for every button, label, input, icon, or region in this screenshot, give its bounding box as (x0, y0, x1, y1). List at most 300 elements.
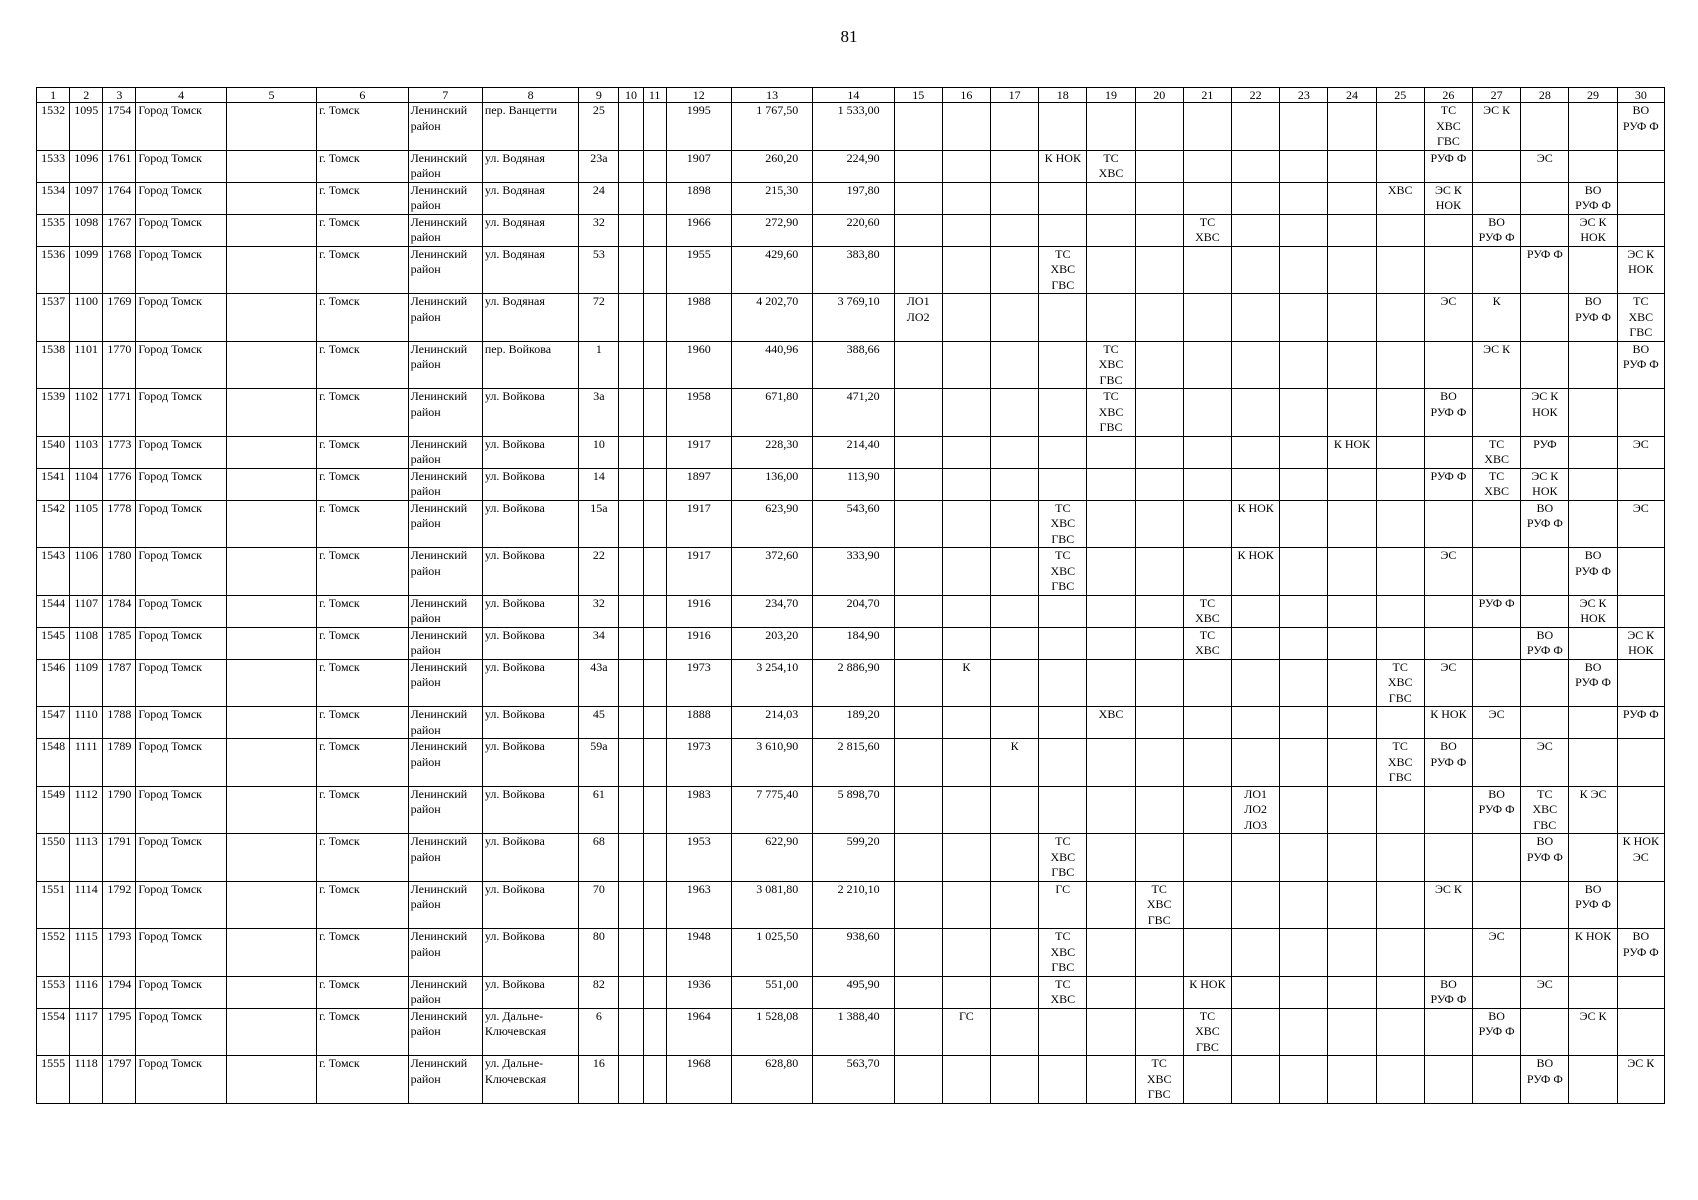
cell-col-27 (1473, 1056, 1521, 1104)
cell-col-4: Город Томск (136, 182, 226, 214)
cell-col-28: РУФ (1521, 436, 1569, 468)
cell-col-12: 1917 (666, 500, 731, 548)
cell-col-12: 1948 (666, 929, 731, 977)
cell-col-4: Город Томск (136, 707, 226, 739)
cell-col-11 (643, 659, 666, 707)
cell-col-11 (643, 881, 666, 929)
cell-col-19 (1087, 739, 1135, 787)
cell-col-3: 1754 (103, 103, 136, 151)
cell-col-17 (991, 707, 1039, 739)
cell-col-1: 1555 (37, 1056, 70, 1104)
cell-col-1: 1538 (37, 341, 70, 389)
cell-col-20 (1135, 500, 1183, 548)
cell-col-1: 1547 (37, 707, 70, 739)
cell-col-18 (1039, 1008, 1087, 1056)
cell-col-24 (1328, 881, 1376, 929)
cell-col-4: Город Томск (136, 1008, 226, 1056)
cell-col-13: 1 025,50 (731, 929, 812, 977)
cell-col-1: 1554 (37, 1008, 70, 1056)
cell-col-27 (1473, 659, 1521, 707)
cell-col-23 (1280, 548, 1328, 596)
cell-col-1: 1536 (37, 246, 70, 294)
cell-col-6: г. Томск (317, 707, 408, 739)
cell-col-23 (1280, 150, 1328, 182)
cell-col-14: 2 886,90 (813, 659, 894, 707)
cell-col-5 (226, 786, 316, 834)
cell-col-28: ВО РУФ Ф (1521, 500, 1569, 548)
cell-col-19 (1087, 468, 1135, 500)
cell-col-14: 113,90 (813, 468, 894, 500)
cell-col-20 (1135, 595, 1183, 627)
cell-col-13: 260,20 (731, 150, 812, 182)
cell-col-5 (226, 976, 316, 1008)
column-header-16: 16 (942, 88, 990, 103)
cell-col-10 (619, 659, 643, 707)
cell-col-7: Ленинский район (408, 341, 482, 389)
cell-col-9: 15а (579, 500, 619, 548)
cell-col-3: 1790 (103, 786, 136, 834)
cell-col-19 (1087, 595, 1135, 627)
cell-col-11 (643, 739, 666, 787)
cell-col-6: г. Томск (317, 786, 408, 834)
column-header-28: 28 (1521, 88, 1569, 103)
cell-col-11 (643, 182, 666, 214)
table-row (37, 834, 1665, 882)
cell-col-26 (1424, 1008, 1472, 1056)
cell-col-27: ВО РУФ Ф (1473, 214, 1521, 246)
cell-col-21 (1183, 341, 1231, 389)
cell-col-22 (1232, 468, 1280, 500)
cell-col-2: 1109 (70, 659, 103, 707)
cell-col-2: 1104 (70, 468, 103, 500)
cell-col-19 (1087, 214, 1135, 246)
cell-col-15 (894, 214, 942, 246)
cell-col-10 (619, 786, 643, 834)
cell-col-24 (1328, 468, 1376, 500)
column-header-22: 22 (1232, 88, 1280, 103)
cell-col-20 (1135, 341, 1183, 389)
cell-col-21 (1183, 294, 1231, 342)
table-row (37, 150, 1665, 182)
cell-col-24 (1328, 150, 1376, 182)
cell-col-9: 6 (579, 1008, 619, 1056)
cell-col-15 (894, 707, 942, 739)
cell-col-30 (1617, 1008, 1664, 1056)
cell-col-21 (1183, 182, 1231, 214)
cell-col-18 (1039, 294, 1087, 342)
cell-col-9: 72 (579, 294, 619, 342)
cell-col-14: 938,60 (813, 929, 894, 977)
cell-col-3: 1767 (103, 214, 136, 246)
cell-col-28: ЭС (1521, 739, 1569, 787)
cell-col-20 (1135, 929, 1183, 977)
cell-col-19 (1087, 1008, 1135, 1056)
cell-col-28 (1521, 1008, 1569, 1056)
cell-col-8: ул. Войкова (482, 929, 578, 977)
cell-col-4: Город Томск (136, 739, 226, 787)
cell-col-13: 622,90 (731, 834, 812, 882)
cell-col-1: 1541 (37, 468, 70, 500)
cell-col-29: ВО РУФ Ф (1569, 294, 1617, 342)
cell-col-21 (1183, 834, 1231, 882)
cell-col-22 (1232, 436, 1280, 468)
cell-col-15 (894, 150, 942, 182)
cell-col-26 (1424, 1056, 1472, 1104)
cell-col-11 (643, 103, 666, 151)
cell-col-19 (1087, 881, 1135, 929)
cell-col-28 (1521, 659, 1569, 707)
cell-col-6: г. Томск (317, 1056, 408, 1104)
cell-col-25 (1376, 595, 1424, 627)
cell-col-4: Город Томск (136, 294, 226, 342)
cell-col-14: 563,70 (813, 1056, 894, 1104)
cell-col-26: ЭС (1424, 659, 1472, 707)
table-row (37, 1056, 1665, 1104)
cell-col-16 (942, 389, 990, 437)
cell-col-7: Ленинский район (408, 150, 482, 182)
cell-col-25 (1376, 1008, 1424, 1056)
cell-col-10 (619, 103, 643, 151)
cell-col-20 (1135, 548, 1183, 596)
cell-col-3: 1778 (103, 500, 136, 548)
cell-col-21 (1183, 389, 1231, 437)
cell-col-18 (1039, 468, 1087, 500)
cell-col-18 (1039, 341, 1087, 389)
cell-col-8: ул. Войкова (482, 500, 578, 548)
cell-col-30 (1617, 786, 1664, 834)
cell-col-5 (226, 707, 316, 739)
cell-col-11 (643, 246, 666, 294)
cell-col-23 (1280, 786, 1328, 834)
cell-col-11 (643, 389, 666, 437)
cell-col-1: 1545 (37, 627, 70, 659)
cell-col-26: ВО РУФ Ф (1424, 389, 1472, 437)
cell-col-2: 1097 (70, 182, 103, 214)
cell-col-19: ТС ХВС (1087, 150, 1135, 182)
cell-col-22 (1232, 929, 1280, 977)
cell-col-12: 1888 (666, 707, 731, 739)
cell-col-18 (1039, 627, 1087, 659)
cell-col-12: 1983 (666, 786, 731, 834)
column-header-7: 7 (408, 88, 482, 103)
cell-col-23 (1280, 834, 1328, 882)
cell-col-8: ул. Войкова (482, 707, 578, 739)
cell-col-10 (619, 468, 643, 500)
cell-col-20 (1135, 246, 1183, 294)
cell-col-10 (619, 834, 643, 882)
cell-col-14: 388,66 (813, 341, 894, 389)
cell-col-26: ЭС (1424, 294, 1472, 342)
cell-col-1: 1542 (37, 500, 70, 548)
cell-col-17 (991, 103, 1039, 151)
cell-col-12: 1916 (666, 627, 731, 659)
cell-col-7: Ленинский район (408, 786, 482, 834)
cell-col-7: Ленинский район (408, 929, 482, 977)
cell-col-19 (1087, 976, 1135, 1008)
cell-col-1: 1551 (37, 881, 70, 929)
cell-col-28: ВО РУФ Ф (1521, 1056, 1569, 1104)
cell-col-9: 34 (579, 627, 619, 659)
cell-col-24 (1328, 389, 1376, 437)
cell-col-5 (226, 246, 316, 294)
cell-col-13: 228,30 (731, 436, 812, 468)
cell-col-15 (894, 436, 942, 468)
cell-col-15 (894, 500, 942, 548)
cell-col-13: 429,60 (731, 246, 812, 294)
cell-col-16 (942, 182, 990, 214)
cell-col-23 (1280, 182, 1328, 214)
cell-col-17 (991, 659, 1039, 707)
cell-col-8: ул. Войкова (482, 436, 578, 468)
cell-col-29 (1569, 389, 1617, 437)
cell-col-26 (1424, 246, 1472, 294)
cell-col-23 (1280, 103, 1328, 151)
table-row (37, 548, 1665, 596)
cell-col-19 (1087, 659, 1135, 707)
cell-col-18: ТС ХВС ГВС (1039, 246, 1087, 294)
cell-col-10 (619, 739, 643, 787)
cell-col-13: 671,80 (731, 389, 812, 437)
cell-col-29 (1569, 150, 1617, 182)
cell-col-12: 1907 (666, 150, 731, 182)
cell-col-18 (1039, 595, 1087, 627)
cell-col-16 (942, 214, 990, 246)
cell-col-17 (991, 341, 1039, 389)
cell-col-23 (1280, 627, 1328, 659)
cell-col-15 (894, 1008, 942, 1056)
cell-col-2: 1115 (70, 929, 103, 977)
cell-col-7: Ленинский район (408, 389, 482, 437)
cell-col-1: 1534 (37, 182, 70, 214)
register-table (36, 87, 1665, 1104)
cell-col-30 (1617, 659, 1664, 707)
cell-col-20 (1135, 834, 1183, 882)
table-row (37, 627, 1665, 659)
cell-col-28 (1521, 595, 1569, 627)
cell-col-20 (1135, 103, 1183, 151)
cell-col-17 (991, 436, 1039, 468)
cell-col-27: ЭС (1473, 929, 1521, 977)
cell-col-14: 1 533,00 (813, 103, 894, 151)
column-header-15: 15 (894, 88, 942, 103)
cell-col-11 (643, 786, 666, 834)
cell-col-14: 471,20 (813, 389, 894, 437)
cell-col-1: 1552 (37, 929, 70, 977)
cell-col-10 (619, 595, 643, 627)
cell-col-11 (643, 150, 666, 182)
cell-col-8: ул. Войкова (482, 976, 578, 1008)
cell-col-9: 32 (579, 214, 619, 246)
cell-col-27 (1473, 150, 1521, 182)
cell-col-4: Город Томск (136, 436, 226, 468)
cell-col-12: 1988 (666, 294, 731, 342)
cell-col-23 (1280, 881, 1328, 929)
cell-col-1: 1533 (37, 150, 70, 182)
cell-col-28: ЭС К НОК (1521, 468, 1569, 500)
cell-col-21 (1183, 150, 1231, 182)
cell-col-4: Город Томск (136, 548, 226, 596)
cell-col-20 (1135, 707, 1183, 739)
cell-col-15 (894, 739, 942, 787)
cell-col-14: 1 388,40 (813, 1008, 894, 1056)
cell-col-23 (1280, 1056, 1328, 1104)
cell-col-16 (942, 294, 990, 342)
cell-col-20: ТС ХВС ГВС (1135, 881, 1183, 929)
cell-col-6: г. Томск (317, 246, 408, 294)
cell-col-13: 203,20 (731, 627, 812, 659)
cell-col-29: ВО РУФ Ф (1569, 548, 1617, 596)
table-row (37, 294, 1665, 342)
cell-col-10 (619, 707, 643, 739)
cell-col-9: 25 (579, 103, 619, 151)
cell-col-12: 1897 (666, 468, 731, 500)
cell-col-8: ул. Водяная (482, 150, 578, 182)
cell-col-7: Ленинский район (408, 881, 482, 929)
cell-col-2: 1102 (70, 389, 103, 437)
cell-col-12: 1964 (666, 1008, 731, 1056)
cell-col-19: ХВС (1087, 707, 1135, 739)
cell-col-19 (1087, 627, 1135, 659)
cell-col-15 (894, 182, 942, 214)
table-row (37, 214, 1665, 246)
cell-col-13: 215,30 (731, 182, 812, 214)
cell-col-3: 1768 (103, 246, 136, 294)
cell-col-2: 1108 (70, 627, 103, 659)
cell-col-11 (643, 341, 666, 389)
column-header-18: 18 (1039, 88, 1087, 103)
cell-col-5 (226, 294, 316, 342)
cell-col-23 (1280, 1008, 1328, 1056)
cell-col-29 (1569, 707, 1617, 739)
cell-col-5 (226, 595, 316, 627)
cell-col-26: ЭС К НОК (1424, 182, 1472, 214)
cell-col-24 (1328, 929, 1376, 977)
cell-col-4: Город Томск (136, 341, 226, 389)
cell-col-22 (1232, 341, 1280, 389)
cell-col-17 (991, 1008, 1039, 1056)
cell-col-27: ЭС К (1473, 341, 1521, 389)
cell-col-10 (619, 548, 643, 596)
cell-col-17 (991, 881, 1039, 929)
cell-col-1: 1539 (37, 389, 70, 437)
cell-col-4: Город Томск (136, 389, 226, 437)
cell-col-28 (1521, 341, 1569, 389)
cell-col-30 (1617, 739, 1664, 787)
cell-col-13: 3 081,80 (731, 881, 812, 929)
cell-col-26: ЭС (1424, 548, 1472, 596)
cell-col-25: ХВС (1376, 182, 1424, 214)
cell-col-5 (226, 739, 316, 787)
cell-col-28: ЭС (1521, 976, 1569, 1008)
cell-col-8: ул. Войкова (482, 786, 578, 834)
cell-col-6: г. Томск (317, 389, 408, 437)
cell-col-11 (643, 1056, 666, 1104)
cell-col-15 (894, 595, 942, 627)
cell-col-21: ТС ХВС (1183, 627, 1231, 659)
cell-col-19: ТС ХВС ГВС (1087, 389, 1135, 437)
cell-col-12: 1966 (666, 214, 731, 246)
cell-col-18 (1039, 1056, 1087, 1104)
table-body (37, 103, 1665, 1104)
cell-col-16 (942, 500, 990, 548)
column-header-25: 25 (1376, 88, 1424, 103)
cell-col-23 (1280, 500, 1328, 548)
cell-col-6: г. Томск (317, 182, 408, 214)
cell-col-2: 1118 (70, 1056, 103, 1104)
cell-col-5 (226, 929, 316, 977)
cell-col-11 (643, 1008, 666, 1056)
cell-col-9: 43а (579, 659, 619, 707)
cell-col-4: Город Томск (136, 468, 226, 500)
cell-col-26 (1424, 500, 1472, 548)
cell-col-30 (1617, 389, 1664, 437)
cell-col-19 (1087, 182, 1135, 214)
table-row (37, 1008, 1665, 1056)
table-row (37, 389, 1665, 437)
cell-col-26: ВО РУФ Ф (1424, 976, 1472, 1008)
cell-col-6: г. Томск (317, 834, 408, 882)
cell-col-17 (991, 500, 1039, 548)
cell-col-12: 1973 (666, 739, 731, 787)
column-header-10: 10 (619, 88, 643, 103)
cell-col-30: ТС ХВС ГВС (1617, 294, 1664, 342)
cell-col-25 (1376, 707, 1424, 739)
cell-col-26: РУФ Ф (1424, 150, 1472, 182)
cell-col-8: ул. Войкова (482, 468, 578, 500)
cell-col-19 (1087, 1056, 1135, 1104)
cell-col-6: г. Томск (317, 341, 408, 389)
cell-col-7: Ленинский район (408, 214, 482, 246)
cell-col-27: ТС ХВС (1473, 436, 1521, 468)
cell-col-11 (643, 548, 666, 596)
cell-col-14: 599,20 (813, 834, 894, 882)
cell-col-29: ЭС К НОК (1569, 595, 1617, 627)
cell-col-15 (894, 548, 942, 596)
cell-col-16 (942, 881, 990, 929)
cell-col-29: ВО РУФ Ф (1569, 659, 1617, 707)
cell-col-18 (1039, 214, 1087, 246)
cell-col-26: ВО РУФ Ф (1424, 739, 1472, 787)
cell-col-9: 22 (579, 548, 619, 596)
cell-col-2: 1100 (70, 294, 103, 342)
cell-col-25 (1376, 500, 1424, 548)
cell-col-2: 1113 (70, 834, 103, 882)
cell-col-30 (1617, 182, 1664, 214)
column-header-19: 19 (1087, 88, 1135, 103)
cell-col-2: 1106 (70, 548, 103, 596)
cell-col-2: 1098 (70, 214, 103, 246)
cell-col-9: 3а (579, 389, 619, 437)
cell-col-19 (1087, 786, 1135, 834)
cell-col-14: 197,80 (813, 182, 894, 214)
cell-col-1: 1546 (37, 659, 70, 707)
cell-col-4: Город Томск (136, 627, 226, 659)
cell-col-19 (1087, 500, 1135, 548)
cell-col-1: 1543 (37, 548, 70, 596)
cell-col-26: ТС ХВС ГВС (1424, 103, 1472, 151)
column-header-4: 4 (136, 88, 226, 103)
cell-col-22: К НОК (1232, 548, 1280, 596)
cell-col-6: г. Томск (317, 103, 408, 151)
cell-col-21 (1183, 786, 1231, 834)
cell-col-25 (1376, 341, 1424, 389)
cell-col-22 (1232, 834, 1280, 882)
cell-col-19 (1087, 834, 1135, 882)
cell-col-22 (1232, 659, 1280, 707)
cell-col-2: 1095 (70, 103, 103, 151)
cell-col-1: 1549 (37, 786, 70, 834)
cell-col-18 (1039, 389, 1087, 437)
